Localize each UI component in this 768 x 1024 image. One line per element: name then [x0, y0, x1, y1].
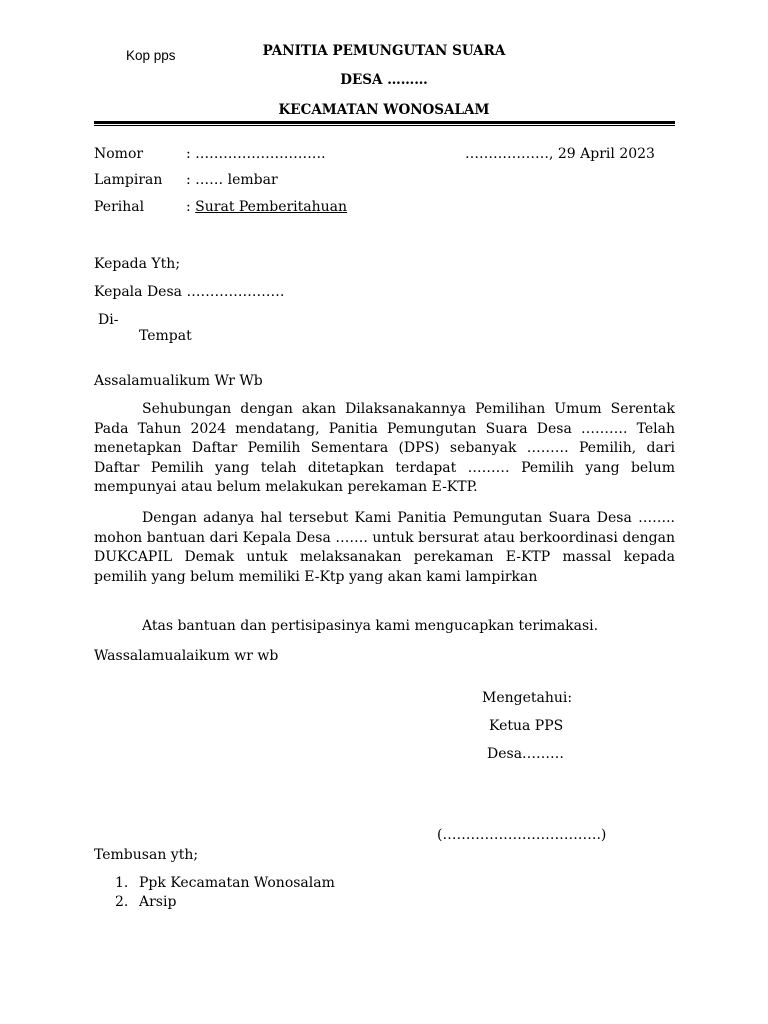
- perihal-value: Surat Pemberitahuan: [195, 199, 348, 215]
- lampiran-value: : …… lembar: [186, 172, 278, 188]
- signature-acknowledge: Mengetahui:: [482, 690, 573, 706]
- recipient-name: Kepala Desa …………………: [94, 284, 285, 300]
- header-village: DESA ………: [340, 72, 428, 88]
- list-item: 1. Ppk Kecamatan Wonosalam: [115, 875, 335, 891]
- lampiran-row: [94, 171, 278, 190]
- perihal-row: [94, 198, 347, 217]
- signature-role: Ketua PPS: [489, 718, 564, 734]
- cc-list: [115, 874, 335, 912]
- header-committee: PANITIA PEMUNGUTAN SUARA: [262, 43, 506, 59]
- cc-title: Tembusan yth;: [94, 847, 199, 863]
- recipient-place: Tempat: [139, 328, 192, 344]
- lampiran-label: Lampiran: [94, 172, 163, 188]
- header-rule-thin: [94, 125, 675, 126]
- nomor-label: Nomor: [94, 146, 144, 162]
- perihal-label: Perihal: [94, 199, 145, 215]
- closing: Wassalamualaikum wr wb: [94, 648, 279, 664]
- signature-village: Desa………: [487, 746, 565, 762]
- body-paragraph-1: Sehubungan dengan akan Dilaksanakannya Pemilihan Umum Serentak Pada Tahun 2024 mendatang, Panitia Pemungutan Suara Desa ………. Telah menetapkan Daftar Pemilih Sementara (DPS) sebanyak ……… Pemilih, dari Daftar Pemilih yang telah ditetapkan terdapat ……… Pemilih yang belum mempunyai atau belum melakukan perekaman E-KTP.: [94, 401, 675, 495]
- perihal-colon: :: [186, 199, 196, 215]
- header-district: KECAMATAN WONOSALAM: [278, 102, 490, 118]
- nomor-row: [94, 145, 326, 164]
- list-item: 2. Arsip: [115, 894, 177, 910]
- signature-name-placeholder: (…………………………….): [437, 827, 607, 843]
- header-rule-thick: [94, 121, 675, 124]
- letter-date: ………………, 29 April 2023: [465, 146, 655, 162]
- body-paragraph-3: Atas bantuan dan pertisipasinya kami mengucapkan terimakasi.: [142, 618, 599, 634]
- greeting: Assalamualikum Wr Wb: [94, 373, 263, 389]
- recipient-di: Di-: [98, 312, 119, 328]
- nomor-value: : ……………………….: [186, 146, 326, 162]
- kop-placeholder: Kop pps: [126, 48, 176, 63]
- recipient-salutation: Kepada Yth;: [94, 256, 181, 272]
- body-paragraph-2: Dengan adanya hal tersebut Kami Panitia Pemungutan Suara Desa …….. mohon bantuan dari Kepala Desa ……. untuk bersurat atau berkoordinasi dengan DUKCAPIL Demak untuk melaksanakan perekaman E-KTP massal kepada pemilih yang belum memiliki E-Ktp yang akan kami lampirkan: [94, 510, 675, 585]
